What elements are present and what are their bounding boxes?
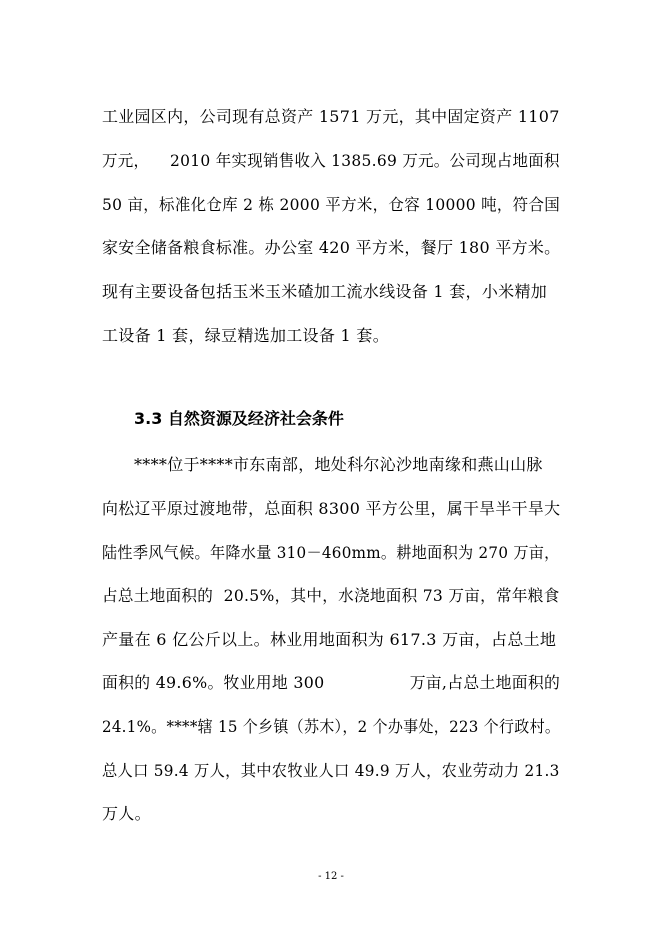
text-line: 现有主要设备包括玉米玉米碴加工流水线设备 1 套，小米精加 (102, 282, 548, 301)
text-line: 占总土地面积的 20.5%，其中，水浇地面积 73 万亩，常年粮食 (102, 586, 560, 605)
text-line: 万元， 2010 年实现销售收入 1385.69 万元。公司现占地面积 (102, 151, 560, 170)
page-number: - 12 - (318, 871, 344, 882)
text-line: 工业园区内，公司现有总资产 1571 万元，其中固定资产 1107 (102, 107, 560, 126)
text-line: 50 亩，标准化仓库 2 栋 2000 平方米，仓容 10000 吨，符合国 (102, 195, 561, 214)
text-line: 产量在 6 亿公斤以上。林业用地面积为 617.3 万亩，占总土地 (102, 630, 557, 649)
text-line: 家安全储备粮食标准。办公室 420 平方米，餐厅 180 平方米。 (102, 238, 561, 257)
text-line: 向松辽平原过渡地带，总面积 8300 平方公里，属干旱半干旱大 (102, 499, 561, 518)
text-line: 工设备 1 套，绿豆精选加工设备 1 套。 (102, 326, 390, 345)
text-line: 面积的 49.6%。牧业用地 300 万亩,占总土地面积的 (102, 673, 561, 692)
text-line: 陆性季风气候。年降水量 310－460mm。耕地面积为 270 万亩， (102, 543, 560, 562)
section-heading: 3.3 自然资源及经济社会条件 (134, 409, 344, 428)
text-line: 万人。 (102, 804, 151, 823)
text-line: ****位于****市东南部，地处科尔沁沙地南缘和燕山山脉 (134, 455, 543, 474)
text-line: 24.1%。****辖 15 个乡镇（苏木），2 个办事处，223 个行政村。 (102, 717, 561, 736)
text-line: 总人口 59.4 万人，其中农牧业人口 49.9 万人，农业劳动力 21.3 (102, 761, 560, 780)
